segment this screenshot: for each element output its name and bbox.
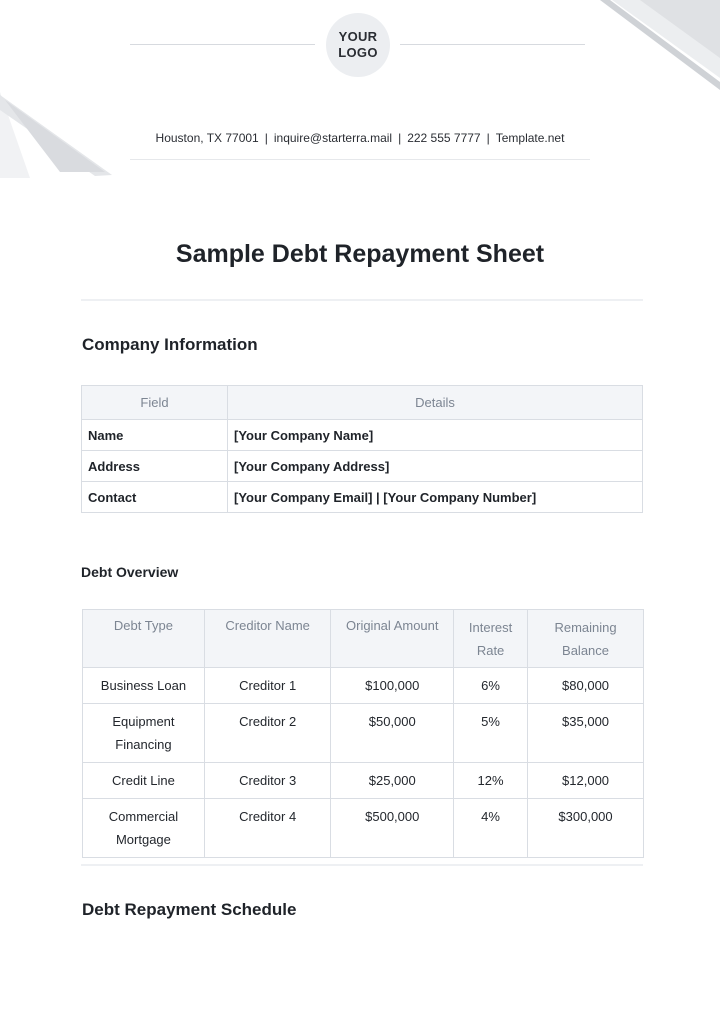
column-header: Field bbox=[82, 386, 228, 420]
title-divider bbox=[81, 299, 643, 301]
table-row bbox=[83, 704, 644, 763]
logo-line-1: YOUR bbox=[338, 29, 378, 44]
column-header: Original Amount bbox=[331, 610, 454, 668]
details-cell: [Your Company Address] bbox=[228, 451, 643, 482]
table-row bbox=[82, 451, 643, 482]
creditor-cell: Creditor 1 bbox=[204, 668, 331, 704]
contact-line bbox=[0, 131, 720, 145]
remaining-balance-cell: $80,000 bbox=[528, 668, 644, 704]
original-amount-cell: $50,000 bbox=[331, 704, 454, 763]
column-header: Details bbox=[228, 386, 643, 420]
header-line-left bbox=[130, 44, 315, 45]
company-info-table bbox=[81, 385, 643, 513]
interest-rate-cell: 4% bbox=[454, 799, 528, 858]
debt-type-cell: Credit Line bbox=[83, 763, 205, 799]
column-header: Debt Type bbox=[83, 610, 205, 668]
details-cell: [Your Company Name] bbox=[228, 420, 643, 451]
field-cell: Name bbox=[82, 420, 228, 451]
table-header-row bbox=[83, 610, 644, 668]
debt-type-cell: Commercial Mortgage bbox=[83, 799, 205, 858]
contact-site: Template.net bbox=[495, 131, 565, 145]
debt-type-cell: Equipment Financing bbox=[83, 704, 205, 763]
contact-city: Houston, TX 77001 bbox=[155, 131, 259, 145]
company-heading: Company Information bbox=[82, 335, 258, 354]
column-header: Remaining Balance bbox=[528, 610, 644, 668]
interest-rate-cell: 5% bbox=[454, 704, 528, 763]
table-row bbox=[82, 420, 643, 451]
creditor-cell: Creditor 2 bbox=[204, 704, 331, 763]
company-logo bbox=[326, 13, 390, 77]
contact-underline bbox=[130, 159, 590, 160]
table-row bbox=[83, 668, 644, 704]
logo-line-2: LOGO bbox=[338, 45, 378, 60]
table-row bbox=[83, 763, 644, 799]
repayment-schedule-heading: Debt Repayment Schedule bbox=[82, 900, 297, 919]
column-header: Interest Rate bbox=[454, 610, 528, 668]
header-line-right bbox=[400, 44, 585, 45]
table-header-row bbox=[82, 386, 643, 420]
original-amount-cell: $500,000 bbox=[331, 799, 454, 858]
debt-type-cell: Business Loan bbox=[83, 668, 205, 704]
creditor-cell: Creditor 3 bbox=[204, 763, 331, 799]
original-amount-cell: $100,000 bbox=[331, 668, 454, 704]
remaining-balance-cell: $12,000 bbox=[528, 763, 644, 799]
column-header: Creditor Name bbox=[204, 610, 331, 668]
field-cell: Address bbox=[82, 451, 228, 482]
contact-separator: | bbox=[398, 131, 402, 145]
details-cell: [Your Company Email] | [Your Company Number] bbox=[228, 482, 643, 513]
contact-separator: | bbox=[264, 131, 268, 145]
section-divider bbox=[81, 864, 643, 866]
contact-separator: | bbox=[486, 131, 490, 145]
interest-rate-cell: 12% bbox=[454, 763, 528, 799]
remaining-balance-cell: $300,000 bbox=[528, 799, 644, 858]
remaining-balance-cell: $35,000 bbox=[528, 704, 644, 763]
debt-overview-table bbox=[82, 609, 644, 858]
page-title: Sample Debt Repayment Sheet bbox=[175, 240, 545, 268]
contact-phone: 222 555 7777 bbox=[407, 131, 481, 145]
creditor-cell: Creditor 4 bbox=[204, 799, 331, 858]
original-amount-cell: $25,000 bbox=[331, 763, 454, 799]
contact-email: inquire@starterra.mail bbox=[273, 131, 393, 145]
interest-rate-cell: 6% bbox=[454, 668, 528, 704]
debt-overview-heading: Debt Overview bbox=[81, 564, 179, 580]
table-row bbox=[82, 482, 643, 513]
field-cell: Contact bbox=[82, 482, 228, 513]
table-row bbox=[83, 799, 644, 858]
